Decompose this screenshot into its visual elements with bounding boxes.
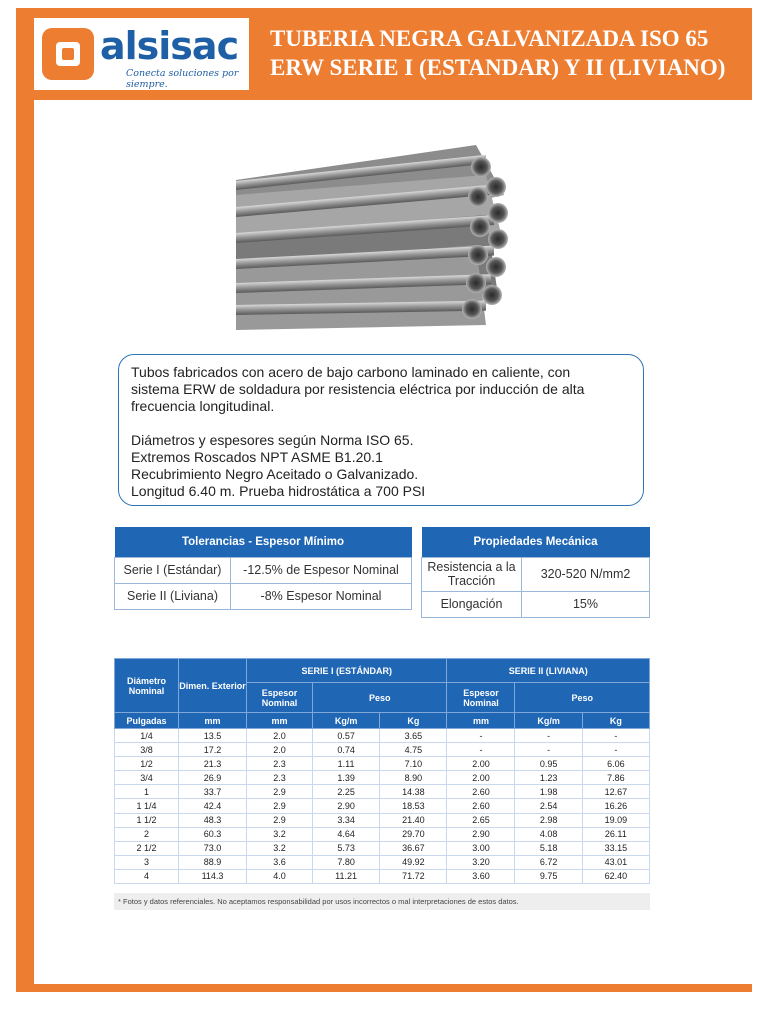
spec-cell: 62.40 bbox=[582, 869, 649, 883]
spec-cell: 2.00 bbox=[447, 771, 515, 785]
spec-cell: 48.3 bbox=[179, 813, 247, 827]
spec-cell: 2.90 bbox=[447, 827, 515, 841]
spec-cell: 3.2 bbox=[247, 841, 313, 855]
spec-cell: 9.75 bbox=[515, 869, 582, 883]
description-line: Recubrimiento Negro Aceitado o Galvanizado. bbox=[131, 466, 419, 482]
disclaimer-note: * Fotos y datos referenciales. No aceptamos responsabilidad por usos incorrectos o mal interpretaciones de estos datos. bbox=[114, 893, 650, 910]
table-row bbox=[115, 771, 650, 785]
table-row bbox=[115, 729, 650, 743]
spec-cell: 71.72 bbox=[380, 869, 447, 883]
company-logo bbox=[34, 18, 249, 90]
spec-cell: 2.9 bbox=[247, 799, 313, 813]
spec-cell: 88.9 bbox=[179, 855, 247, 869]
specifications-table bbox=[114, 658, 650, 884]
spec-cell: 1/2 bbox=[115, 757, 179, 771]
table-row bbox=[115, 813, 650, 827]
table-row bbox=[115, 827, 650, 841]
table-row bbox=[115, 743, 650, 757]
spec-cell: 11.21 bbox=[313, 869, 380, 883]
spec-cell: - bbox=[447, 729, 515, 743]
spec-cell: 2.0 bbox=[247, 743, 313, 757]
description-line: frecuencia longitudinal. bbox=[131, 398, 275, 414]
header-diametro: Diámetro Nominal bbox=[115, 659, 179, 713]
table-row bbox=[422, 557, 650, 591]
spec-cell: 4.75 bbox=[380, 743, 447, 757]
mechanical-value: 320-520 N/mm2 bbox=[522, 557, 650, 591]
header-serie-1: SERIE I (ESTÁNDAR) bbox=[247, 659, 447, 683]
spec-cell: 3.34 bbox=[313, 813, 380, 827]
spec-cell: 3.65 bbox=[380, 729, 447, 743]
spec-cell: 4.64 bbox=[313, 827, 380, 841]
header-peso-1: Peso bbox=[313, 683, 447, 713]
spec-cell: 14.38 bbox=[380, 785, 447, 799]
spec-cell: - bbox=[582, 729, 649, 743]
tolerance-label: Serie II (Liviana) bbox=[115, 583, 231, 609]
spec-cell: 5.73 bbox=[313, 841, 380, 855]
spec-cell: 2 bbox=[115, 827, 179, 841]
spec-cell: 7.80 bbox=[313, 855, 380, 869]
tolerance-value: -12.5% de Espesor Nominal bbox=[231, 557, 412, 583]
spec-cell: - bbox=[582, 743, 649, 757]
spec-cell: 6.06 bbox=[582, 757, 649, 771]
spec-cell: 3.2 bbox=[247, 827, 313, 841]
spec-cell: 26.9 bbox=[179, 771, 247, 785]
spec-cell: 2.65 bbox=[447, 813, 515, 827]
table-row bbox=[115, 799, 650, 813]
spec-cell: 1 1/2 bbox=[115, 813, 179, 827]
table-row bbox=[422, 591, 650, 617]
page-title bbox=[270, 24, 725, 82]
brand-tagline: Conecta soluciones por siempre. bbox=[126, 68, 239, 90]
tolerances-title: Tolerancias - Espesor Mínimo bbox=[115, 527, 412, 557]
spec-cell: 2.60 bbox=[447, 799, 515, 813]
table-row bbox=[115, 583, 412, 609]
unit-header-cell: mm bbox=[179, 713, 247, 729]
table-row bbox=[115, 557, 412, 583]
spec-cell: 3 bbox=[115, 855, 179, 869]
description-paragraph-1 bbox=[131, 364, 631, 415]
spec-cell: 1.39 bbox=[313, 771, 380, 785]
header-serie-2: SERIE II (LIVIANA) bbox=[447, 659, 650, 683]
title-line-1: TUBERIA NEGRA GALVANIZADA ISO 65 bbox=[270, 26, 709, 51]
spec-cell: 0.95 bbox=[515, 757, 582, 771]
tolerance-value: -8% Espesor Nominal bbox=[231, 583, 412, 609]
table-row bbox=[115, 785, 650, 799]
unit-header-cell: Kg bbox=[582, 713, 649, 729]
unit-header-cell: Kg/m bbox=[515, 713, 582, 729]
spec-cell: 1 bbox=[115, 785, 179, 799]
description-paragraph-2 bbox=[131, 432, 631, 500]
spec-cell: 3/8 bbox=[115, 743, 179, 757]
unit-header-cell: mm bbox=[447, 713, 515, 729]
spec-cell: 0.74 bbox=[313, 743, 380, 757]
spec-cell: - bbox=[447, 743, 515, 757]
spec-cell: 1.23 bbox=[515, 771, 582, 785]
spec-cell: 13.5 bbox=[179, 729, 247, 743]
spec-cell: 33.7 bbox=[179, 785, 247, 799]
unit-header-cell: mm bbox=[247, 713, 313, 729]
mechanical-label: Elongación bbox=[422, 591, 522, 617]
unit-header-cell: Kg bbox=[380, 713, 447, 729]
spec-cell: 60.3 bbox=[179, 827, 247, 841]
brand-name: alsisac bbox=[100, 24, 239, 68]
description-line: Diámetros y espesores según Norma ISO 65. bbox=[131, 432, 414, 448]
table-row bbox=[115, 841, 650, 855]
spec-cell: 3.6 bbox=[247, 855, 313, 869]
spec-cell: 7.86 bbox=[582, 771, 649, 785]
spec-cell: 33.15 bbox=[582, 841, 649, 855]
spec-cell: 2.54 bbox=[515, 799, 582, 813]
spec-cell: 2.25 bbox=[313, 785, 380, 799]
spec-cell: 2.60 bbox=[447, 785, 515, 799]
spec-cell: 4.08 bbox=[515, 827, 582, 841]
header-peso-2: Peso bbox=[515, 683, 650, 713]
tolerance-label: Serie I (Estándar) bbox=[115, 557, 231, 583]
mechanical-value: 15% bbox=[522, 591, 650, 617]
spec-cell: 2.9 bbox=[247, 813, 313, 827]
title-line-2: ERW SERIE I (ESTANDAR) Y II (LIVIANO) bbox=[270, 55, 726, 80]
spec-cell: 43.01 bbox=[582, 855, 649, 869]
spec-cell: 2 1/2 bbox=[115, 841, 179, 855]
spec-cell: 8.90 bbox=[380, 771, 447, 785]
spec-cell: 2.98 bbox=[515, 813, 582, 827]
spec-cell: 4 bbox=[115, 869, 179, 883]
spec-cell: 2.00 bbox=[447, 757, 515, 771]
spec-cell: 36.67 bbox=[380, 841, 447, 855]
description-line: sistema ERW de soldadura por resistencia eléctrica por inducción de alta bbox=[131, 381, 585, 397]
spec-cell: 18.53 bbox=[380, 799, 447, 813]
spec-cell: 3.20 bbox=[447, 855, 515, 869]
spec-cell: 2.3 bbox=[247, 771, 313, 785]
spec-cell: 1/4 bbox=[115, 729, 179, 743]
spec-cell: 3.00 bbox=[447, 841, 515, 855]
spec-cell: - bbox=[515, 729, 582, 743]
tolerances-table bbox=[114, 527, 412, 610]
spec-cell: 21.3 bbox=[179, 757, 247, 771]
spec-cell: 26.11 bbox=[582, 827, 649, 841]
header-espesor-1: Espesor Nominal bbox=[247, 683, 313, 713]
spec-cell: 1.98 bbox=[515, 785, 582, 799]
spec-cell: 0.57 bbox=[313, 729, 380, 743]
mechanical-title: Propiedades Mecánica bbox=[422, 527, 650, 557]
spec-cell: 3.60 bbox=[447, 869, 515, 883]
spec-cell: 6.72 bbox=[515, 855, 582, 869]
pipes-photo bbox=[236, 135, 516, 345]
spec-cell: 42.4 bbox=[179, 799, 247, 813]
spec-cell: 4.0 bbox=[247, 869, 313, 883]
spec-cell: 1 1/4 bbox=[115, 799, 179, 813]
unit-header-cell: Pulgadas bbox=[115, 713, 179, 729]
spec-cell: 19.09 bbox=[582, 813, 649, 827]
table-row bbox=[115, 855, 650, 869]
spec-cell: 16.26 bbox=[582, 799, 649, 813]
table-row bbox=[115, 757, 650, 771]
spec-cell: 49.92 bbox=[380, 855, 447, 869]
spec-cell: 21.40 bbox=[380, 813, 447, 827]
spec-cell: 3/4 bbox=[115, 771, 179, 785]
mechanical-label: Resistencia a la Tracción bbox=[422, 557, 522, 591]
spec-cell: 114.3 bbox=[179, 869, 247, 883]
spec-cell: 2.3 bbox=[247, 757, 313, 771]
pipe-bundle bbox=[236, 145, 508, 330]
spec-cell: 2.0 bbox=[247, 729, 313, 743]
spec-cell: 73.0 bbox=[179, 841, 247, 855]
header-espesor-2: Espesor Nominal bbox=[447, 683, 515, 713]
spec-cell: 5.18 bbox=[515, 841, 582, 855]
spec-cell: 2.90 bbox=[313, 799, 380, 813]
description-line: Extremos Roscados NPT ASME B1.20.1 bbox=[131, 449, 383, 465]
description-box bbox=[118, 354, 644, 506]
spec-cell: 1.11 bbox=[313, 757, 380, 771]
description-line: Longitud 6.40 m. Prueba hidrostática a 700 PSI bbox=[131, 483, 426, 499]
spec-cell: - bbox=[515, 743, 582, 757]
header-dimension: Dimen. Exterior bbox=[179, 659, 247, 713]
table-row bbox=[115, 869, 650, 883]
spec-cell: 7.10 bbox=[380, 757, 447, 771]
units-row bbox=[115, 713, 650, 729]
spec-cell: 29.70 bbox=[380, 827, 447, 841]
description-line: Tubos fabricados con acero de bajo carbono laminado en caliente, con bbox=[131, 364, 571, 380]
spec-cell: 17.2 bbox=[179, 743, 247, 757]
spec-cell: 12.67 bbox=[582, 785, 649, 799]
unit-header-cell: Kg/m bbox=[313, 713, 380, 729]
mechanical-properties-table bbox=[421, 527, 650, 618]
spec-cell: 2.9 bbox=[247, 785, 313, 799]
logo-mark-icon bbox=[42, 28, 94, 80]
